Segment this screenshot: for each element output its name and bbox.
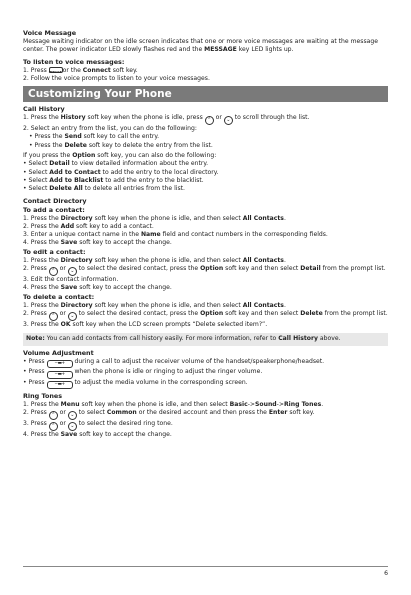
down-arrow-key-icon: ⌄ [68, 312, 77, 321]
option-add-contact: • Select Add to Contact to add the entry to the local directory. [23, 168, 219, 176]
add-step-1: 1. Press the Directory soft key when the phone is idle, and then select All Contacts. [23, 214, 286, 222]
option-add-blacklist: • Select Add to Blacklist to add the entry to the blacklist. [23, 176, 204, 184]
edit-step-2: 2. Press ⌃ or ⌄ to select the desired contact, press the Option soft key and then select Detail from the prompt list. [23, 265, 386, 275]
delete-contact-heading: To delete a contact: [23, 292, 95, 301]
edit-step-1: 1. Press the Directory soft key when the phone is idle, and then select All Contacts. [23, 256, 286, 264]
down-arrow-key-icon: ⌄ [68, 422, 77, 431]
add-contact-heading: To add a contact: [23, 205, 85, 214]
up-arrow-key-icon: ⌃ [205, 116, 214, 125]
volume-heading: Volume Adjustment [23, 348, 94, 357]
call-history-sub-delete: • Press the Delete soft key to delete the entry from the list. [29, 141, 213, 149]
edit-step-4: 4. Press the Save soft key to accept the change. [23, 284, 172, 292]
call-history-step-2: 2. Select an entry from the list, you can do the following: [23, 125, 197, 133]
ring-step-4: 4. Press the Save soft key to accept the change. [23, 431, 172, 439]
delete-step-1: 1. Press the Directory soft key when the phone is idle, and then select All Contacts. [23, 301, 286, 309]
listen-step-2: 2. Follow the voice prompts to listen to your voice messages. [23, 74, 210, 82]
ring-step-2: 2. Press ⌃ or ⌄ to select Common or the desired account and then press the Enter soft key. [23, 409, 315, 419]
voice-message-intro: Message waiting indicator on the idle screen indicates that one or more voice messages are waiting at the message center. The power indicator LED slowly flashes red and the MESSAGE key LED lights up. [23, 38, 378, 54]
volume-key-icon: −▬+ [47, 360, 73, 368]
down-arrow-key-icon: ⌄ [224, 116, 233, 125]
add-step-3: 3. Enter a unique contact name in the Name field and contact numbers in the corresponding fields. [23, 231, 328, 239]
down-arrow-key-icon: ⌄ [68, 411, 77, 420]
up-arrow-key-icon: ⌃ [49, 411, 58, 420]
section-banner: Customizing Your Phone [23, 86, 388, 102]
option-delete-all: • Select Delete All to delete all entries from the list. [23, 185, 185, 193]
edit-contact-heading: To edit a contact: [23, 247, 86, 256]
up-arrow-key-icon: ⌃ [49, 267, 58, 276]
note-label: Note: [26, 335, 45, 343]
delete-step-2: 2. Press ⌃ or ⌄ to select the desired contact, press the Option soft key and then select Delete from the prompt list. [23, 309, 388, 319]
voice-message-heading: Voice Message [23, 29, 77, 37]
call-history-step-1: 1. Press the History soft key when the phone is idle, press ⌃ or ⌄ to scroll through the list. [23, 114, 310, 124]
add-step-4: 4. Press the Save soft key to accept the change. [23, 239, 172, 247]
volume-item-ringer: • Press −▬+ when the phone is idle or ringing to adjust the ringer volume. [23, 368, 263, 377]
note-box: Note: You can add contacts from call history easily. For more information, refer to Call History above. [23, 333, 388, 345]
listen-step-1: 1. Press MESSAGE or the Connect soft key. [23, 66, 138, 75]
volume-key-icon: −▬+ [47, 381, 73, 389]
volume-item-call: • Press −▬+ during a call to adjust the receiver volume of the handset/speakerphone/headset. [23, 357, 325, 367]
up-arrow-key-icon: ⌃ [49, 422, 58, 431]
add-step-2: 2. Press the Add soft key to add a contact. [23, 222, 154, 230]
footer-rule [23, 566, 388, 567]
contact-directory-heading: Contact Directory [23, 196, 87, 205]
listen-heading: To listen to voice messages: [23, 57, 125, 66]
call-history-option-intro: If you press the Option soft key, you can also do the following: [23, 152, 217, 160]
ring-tones-heading: Ring Tones [23, 392, 63, 401]
message-key-icon: MESSAGE [49, 67, 61, 74]
call-history-sub-send: • Press the Send soft key to call the entry. [29, 133, 160, 141]
option-detail: • Select Detail to view detailed information about the entry. [23, 160, 209, 168]
volume-key-icon: −▬+ [47, 371, 73, 379]
call-history-heading: Call History [23, 105, 65, 114]
volume-item-media: • Press −▬+ to adjust the media volume in the corresponding screen. [23, 378, 248, 388]
up-arrow-key-icon: ⌃ [49, 312, 58, 321]
ring-step-1: 1. Press the Menu soft key when the phone is idle, and then select Basic->Sound->Ring Tones. [23, 401, 324, 409]
ring-step-3: 3. Press ⌃ or ⌄ to select the desired ring tone. [23, 420, 173, 430]
delete-step-3: 3. Press the OK soft key when the LCD screen prompts “Delete selected item?”. [23, 320, 268, 328]
down-arrow-key-icon: ⌄ [68, 267, 77, 276]
page-number: 6 [384, 570, 388, 577]
edit-step-3: 3. Edit the contact information. [23, 276, 119, 284]
